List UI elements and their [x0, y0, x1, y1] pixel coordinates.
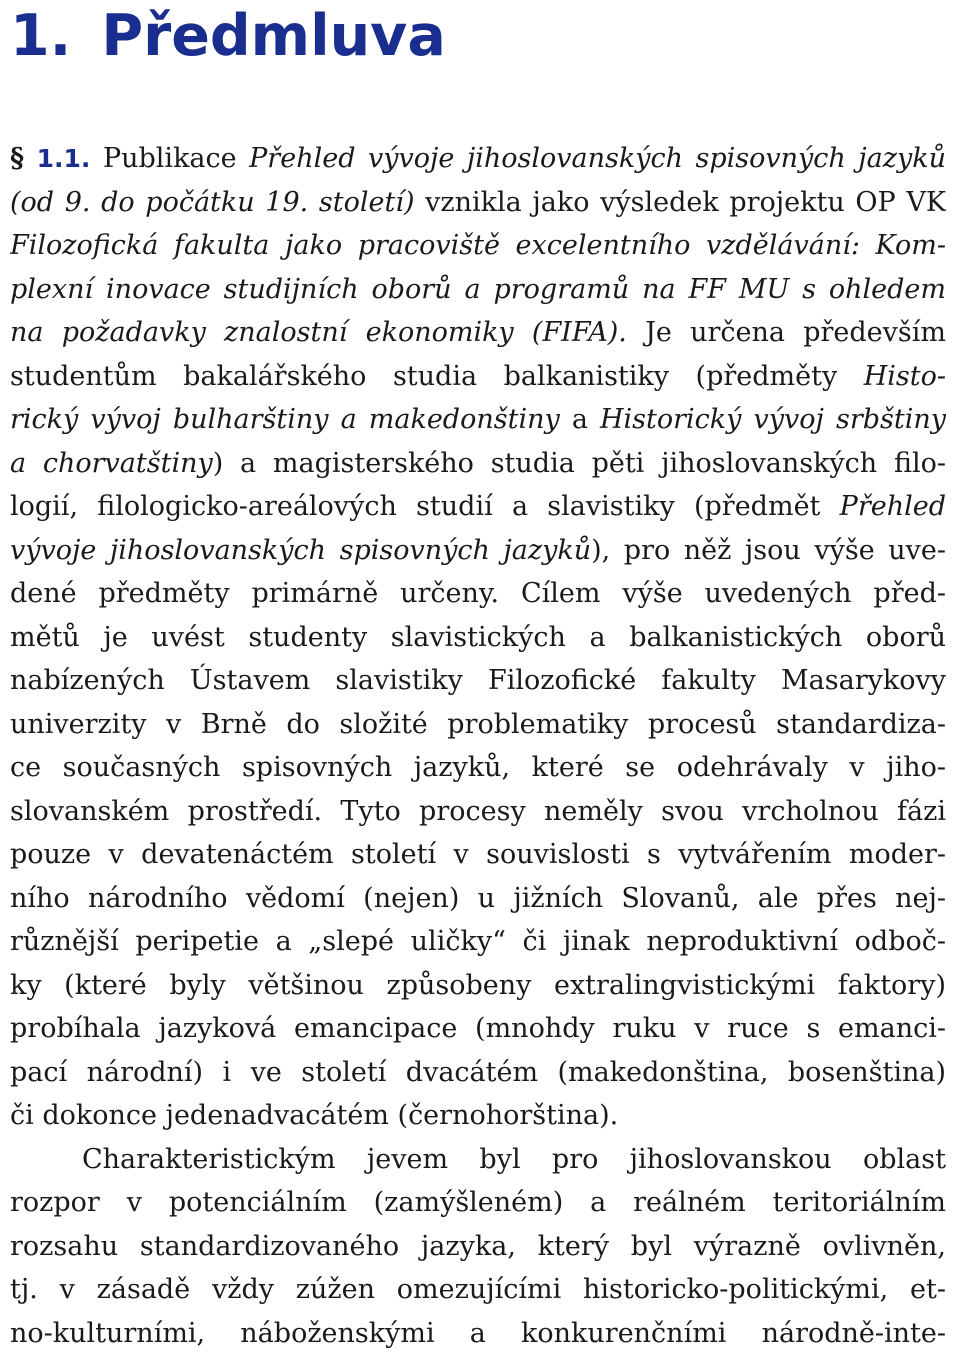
chapter-title-text: Předmluva: [101, 3, 445, 69]
italic-text: na požadavky znalostní ekonomiky (FIFA).: [10, 317, 627, 348]
text-line: [10, 181, 946, 225]
text-segment: pouze v devatenáctém století v souvislosti s vytvářením moder-: [10, 839, 946, 870]
italic-text: Filozofická fakulta jako pracoviště excelentního vzdělávání: Kom-: [10, 230, 946, 261]
italic-text: Přehled vývoje jihoslovanských spisovných jazyků: [249, 143, 946, 174]
text-line: [10, 572, 946, 616]
text-line: [10, 485, 946, 529]
italic-text: Histo-: [864, 361, 946, 392]
text-line: [10, 659, 946, 703]
text-line: [10, 529, 946, 573]
text-line: [10, 833, 946, 877]
text-segment: logií, filologicko-areálových studií a slavistiky (předmět: [10, 491, 840, 522]
text-line: [10, 703, 946, 747]
text-line: [10, 920, 946, 964]
text-line: [10, 1094, 946, 1138]
italic-text: rický vývoj bulharštiny a makedonštiny: [10, 404, 560, 435]
chapter-heading: [10, 8, 446, 65]
text-segment: studentům bakalářského studia balkanistiky (předměty: [10, 361, 864, 392]
text-line: [10, 355, 946, 399]
text-segment: ), pro něž jsou výše uve-: [591, 535, 946, 566]
paragraph-2: [10, 1138, 946, 1355]
text-line: [10, 224, 946, 268]
text-segment: ) a magisterského studia pěti jihoslovanských filo-: [213, 448, 946, 479]
italic-text: plexní inovace studijních oborů a programů na FF MU s ohledem: [10, 274, 946, 305]
text-line: no-kulturními, náboženskými a konkurenčními národně-inte-: [10, 1312, 946, 1355]
italic-text: (od 9. do počátku 19. století): [10, 187, 414, 218]
section-number: 1.1.: [37, 144, 91, 173]
text-segment: slovanském prostředí. Tyto procesy neměly svou vrcholnou fázi: [10, 796, 946, 827]
text-line: tj. v zásadě vždy zúžen omezujícími historicko-politickými, et-: [10, 1268, 946, 1312]
text-segment: vznikla jako výsledek projektu OP VK: [414, 187, 946, 218]
text-line: Charakteristickým jevem byl pro jihoslovanskou oblast: [10, 1138, 946, 1182]
italic-text: Přehled: [840, 491, 946, 522]
text-line: rozsahu standardizovaného jazyka, který byl výrazně ovlivněn,: [10, 1225, 946, 1269]
text-segment: Publikace: [103, 143, 249, 174]
text-segment: či dokonce jedenadvacátém (černohorština).: [10, 1100, 618, 1131]
text-segment: Je určena především: [627, 317, 946, 348]
italic-text: a chorvatštiny: [10, 448, 213, 479]
text-line: [10, 1007, 946, 1051]
italic-text: Historický vývoj srbštiny: [600, 404, 946, 435]
text-segment: dené předměty primárně určeny. Cílem výše uvedených před-: [10, 578, 946, 609]
text-line: [10, 877, 946, 921]
text-line: [10, 311, 946, 355]
text-segment: nabízených Ústavem slavistiky Filozofické fakulty Masarykovy: [10, 665, 946, 696]
text-line: [10, 964, 946, 1008]
section-sign: §: [10, 143, 24, 174]
text-segment: a: [560, 404, 600, 435]
body-text: [10, 137, 946, 1355]
text-line: [10, 616, 946, 660]
paragraph-1: [10, 137, 946, 1138]
text-line: rozpor v potenciálním (zamýšleném) a reálném teritoriálním: [10, 1181, 946, 1225]
text-segment: pací národní) i ve století dvacátém (makedonština, bosenština): [10, 1057, 946, 1088]
text-line: [10, 790, 946, 834]
italic-text: vývoje jihoslovanských spisovných jazyků: [10, 535, 591, 566]
text-line: [10, 268, 946, 312]
text-line: [10, 137, 946, 181]
text-line: [10, 398, 946, 442]
text-segment: ce současných spisovných jazyků, které se odehrávaly v jiho-: [10, 752, 946, 783]
text-line: [10, 746, 946, 790]
text-segment: probíhala jazyková emancipace (mnohdy ruku v ruce s emanci-: [10, 1013, 946, 1044]
text-line: [10, 442, 946, 486]
text-segment: ky (které byly většinou způsobeny extralingvistickými faktory): [10, 970, 946, 1001]
chapter-number: 1.: [10, 3, 71, 69]
text-segment: univerzity v Brně do složité problematiky procesů standardiza-: [10, 709, 946, 740]
text-segment: mětů je uvést studenty slavistických a balkanistických oborů: [10, 622, 946, 653]
text-segment: různější peripetie a „slepé uličky“ či jinak neproduktivní odboč-: [10, 926, 946, 957]
text-line: [10, 1051, 946, 1095]
text-segment: ního národního vědomí (nejen) u jižních Slovanů, ale přes nej-: [10, 883, 946, 914]
